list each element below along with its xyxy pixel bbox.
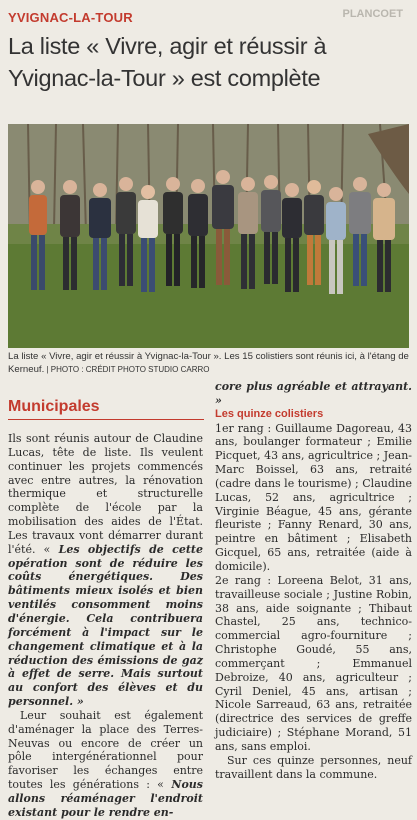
section-rule bbox=[8, 419, 204, 420]
group-photo-icon bbox=[8, 124, 409, 348]
continued-quote: core plus agréable et attrayant. » bbox=[215, 380, 412, 407]
paragraph-1 bbox=[8, 432, 203, 709]
rank-1-list bbox=[215, 422, 412, 574]
group-photo bbox=[8, 124, 409, 348]
section-title: Municipales bbox=[8, 398, 100, 415]
paragraph-2-text: Leur souhait est également d'aménager la place des Terres-Neuvas ou encore de créer un pôle intergénérationnel pour favoriser les échanges entre toutes les générations : « bbox=[8, 708, 203, 792]
rank-1-text: : Guillaume Dagoreau, 43 ans, boulanger formateur ; Emilie Picquet, 43 ans, agricultrice ; Jean-Marc Boissel, 63 ans, retraité (cadre dans le tourisme) ; Claudine Lucas, 52 ans, agricultrice ; Virginie Béague, 45 ans, gérante fleuriste ; Fanny Renard, 30 ans, peintre en bâtiment ; Elisabeth Gicquel, 65 ans, retraitée (aide à domicile). bbox=[215, 421, 412, 573]
subhead-colistiers: Les quinze colistiers bbox=[215, 407, 324, 420]
article-headline: La liste « Vivre, agir et réussir à Yvignac-la-Tour » est complète bbox=[8, 33, 327, 91]
side-label: PLANCOET bbox=[342, 8, 403, 20]
paragraph-1-text: Ils sont réunis autour de Claudine Lucas, tête de liste. Ils veulent continuer les projets commencés avec entre autres, la rénovation thermique et structurelle complète de l'école par la mobilisation des aides de l'État. Les travaux vont démarrer durant l'été. « bbox=[8, 432, 203, 556]
paragraph-1-quote: Les objectifs de cette opération sont de réduire les coûts énergétiques. Des bâtiments mieux isolés et bien ventilés consomment moins d'énergie. Cela contribuera forcément à l'impact sur le changement climatique et à la réduction des émissions de gaz à effet de serre. Mais surtout au confort des élèves et du personnel. » bbox=[8, 542, 203, 709]
paragraph-2-quote: Nous allons réaménager l'endroit existant pour le rendre en- bbox=[8, 778, 203, 819]
photo-caption bbox=[8, 350, 413, 376]
caption-text: La liste « Vivre, agir et réussir à Yvignac-la-Tour ». Les 15 colistiers sont réunis ici, à l'étang de Kerneuf. bbox=[8, 351, 409, 375]
caption-credit: | PHOTO : CRÉDIT PHOTO STUDIO CARRO bbox=[44, 365, 210, 374]
rank-2-label: 2e rang bbox=[215, 573, 261, 587]
article-column-2 bbox=[215, 380, 412, 781]
paragraph-2 bbox=[8, 709, 203, 820]
kicker-location: YVIGNAC-LA-TOUR bbox=[8, 10, 133, 25]
closing-paragraph: Sur ces quinze personnes, neuf travaillent dans la commune. bbox=[215, 753, 412, 781]
rank-2-list bbox=[215, 574, 412, 754]
article-column-1 bbox=[8, 432, 203, 820]
rank-1-label: 1er rang bbox=[215, 421, 264, 435]
rank-2-text: : Loreena Belot, 31 ans, travailleuse sociale ; Justine Robin, 38 ans, aide soignante ; Thibaut Chastel, 25 ans, technico-commercial agro-fourniture ; Christophe Goudé, 55 ans, commerçant ; Emmanuel Debroize, 40 ans, agriculteur ; Cyril Deniel, 45 ans, artisan ; Nicole Sarreaud, 63 ans, retraitée (directrice des services de greffe judiciaire) ; Stéphane Morand, 51 ans, sans emploi. bbox=[215, 573, 413, 753]
